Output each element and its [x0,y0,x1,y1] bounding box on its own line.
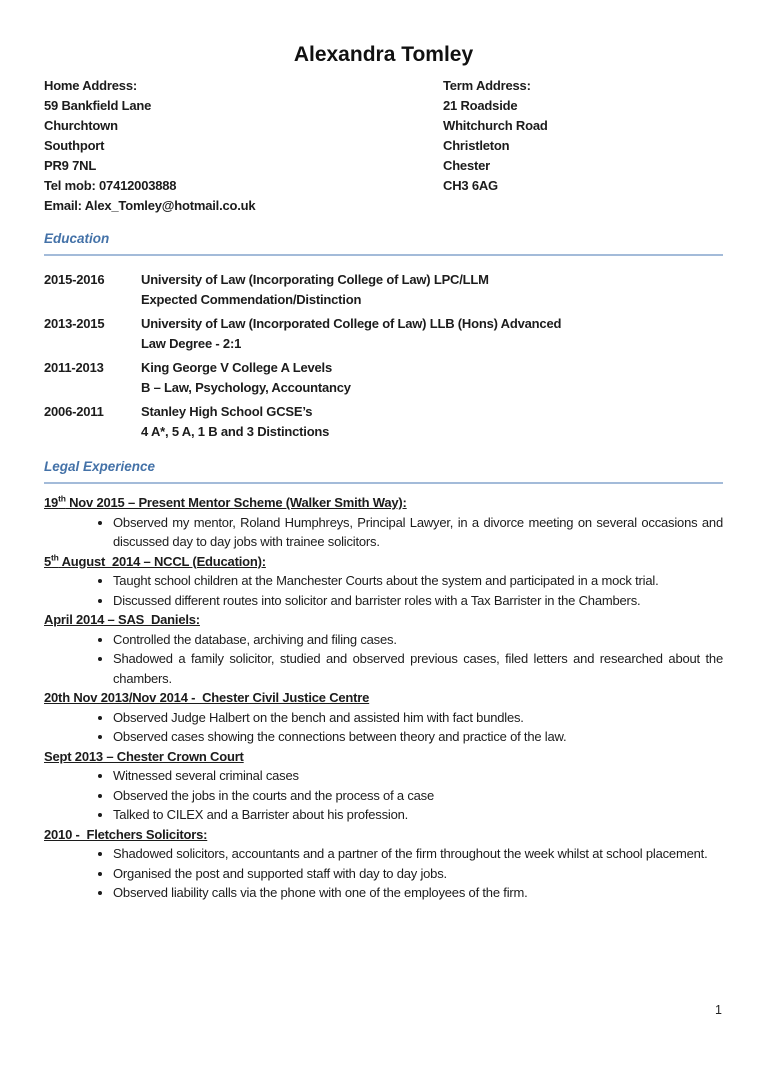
address-line: CH3 6AG [443,178,498,193]
experience-bullets [44,844,723,903]
education-entry [44,358,723,397]
education-detail-line: University of Law (Incorporating College of Law) LPC/LLM [141,272,489,287]
page-number: 1 [715,1003,722,1017]
experience-title [44,552,723,572]
bullet-item: • Talked to CILEX and a Barrister about his profession. [113,805,723,825]
experience-bullets [44,766,723,825]
ordinal-superscript: th [58,493,66,504]
address-line: Whitchurch Road [443,118,548,133]
education-detail [141,314,723,353]
experience-title [44,688,723,708]
education-detail-line: Stanley High School GCSE’s [141,404,313,419]
education-dates: 2015-2016 [44,272,105,287]
email-line: Email: Alex_Tomley@hotmail.co.uk [44,198,256,213]
education-dates: 2006-2011 [44,404,104,419]
education-detail-line: King George V College A Levels [141,360,332,375]
bullet-item: • Observed cases showing the connections between theory and practice of the law. [113,727,723,747]
education-entry [44,270,723,309]
term-address-label: Term Address: [443,78,531,93]
bullet-item: • Observed the jobs in the courts and the process of a case [113,786,723,806]
term-address [443,76,723,216]
experience-bullets [44,513,723,552]
education-detail-line: Law Degree - 2:1 [141,335,242,351]
education-detail [141,402,723,441]
bullet-item: • Organised the post and supported staff with day to day jobs. [113,864,723,884]
bullet-item: • Witnessed several criminal cases [113,766,723,786]
address-line: 21 Roadside [443,98,518,113]
experience-title [44,493,723,513]
legal-experience-section [44,493,723,903]
experience-title-text: 19 [44,495,59,510]
experience-bullets [44,630,723,689]
experience-title-text: 2010 - Fletchers Solicitors: [44,826,208,842]
bullet-item: • Observed Judge Halbert on the bench and assisted him with fact bundles. [113,708,723,728]
education-detail-line: University of Law (Incorporated College of Law) LLB (Hons) Advanced [141,316,562,331]
ordinal-superscript: th [51,552,59,563]
legal-experience-heading: Legal Experience [44,459,723,484]
home-address-label: Home Address: [44,78,137,93]
experience-title-text: 5 [44,553,52,569]
experience-title-text: Sept 2013 – Chester Crown Court [44,748,244,764]
address-line: Churchtown [44,118,118,133]
education-dates: 2011-2013 [44,360,104,375]
education-heading: Education [44,231,723,256]
education-detail [141,270,723,309]
address-line: Chester [443,158,491,173]
page-title: Alexandra Tomley [293,43,474,66]
education-entry [44,314,723,353]
address-line: Southport [44,138,105,153]
education-detail-line: Expected Commendation/Distinction [141,291,362,307]
education-detail-line: 4 A*, 5 A, 1 B and 3 Distinctions [141,423,330,439]
address-line: 59 Bankfield Lane [44,98,152,113]
experience-title-text: Nov 2015 – Present Mentor Scheme (Walker Smith Way): [65,495,407,510]
bullet-item: • Observed liability calls via the phone with one of the employees of the firm. [113,883,723,903]
experience-title [44,747,723,767]
experience-bullets [44,571,723,610]
education-section [44,270,723,441]
experience-title-text: August 2014 – NCCL (Education): [58,553,266,569]
education-dates: 2013-2015 [44,316,105,331]
address-line: PR9 7NL [44,158,97,173]
bullet-item: • Controlled the database, archiving and filing cases. [113,630,723,650]
bullet-item: • Taught school children at the Manchester Courts about the system and participated in a mock trial. [113,571,723,591]
phone-line: Tel mob: 07412003888 [44,178,177,193]
experience-title-text: 20th Nov 2013/Nov 2014 - Chester Civil Justice Centre [44,690,370,705]
experience-title [44,610,723,630]
bullet-item: • Shadowed a family solicitor, studied and observed previous cases, filed letters and researched about the chambers. [113,649,723,688]
home-address [44,76,443,216]
education-detail [141,358,723,397]
education-entry [44,402,723,441]
bullet-item: • Discussed different routes into solicitor and barrister roles with a Tax Barrister in the Chambers. [113,591,723,611]
experience-title [44,825,723,845]
education-detail-line: B – Law, Psychology, Accountancy [141,379,351,395]
experience-bullets [44,708,723,747]
experience-title-text: April 2014 – SAS Daniels: [44,612,200,627]
bullet-item: • Shadowed solicitors, accountants and a partner of the firm throughout the week whilst at school placement. [113,844,723,864]
bullet-item: • Observed my mentor, Roland Humphreys, Principal Lawyer, in a divorce meeting on several occasions and discussed day to day jobs with trainee solicitors. [113,513,723,552]
address-block [44,76,723,216]
address-line: Christleton [443,138,510,153]
